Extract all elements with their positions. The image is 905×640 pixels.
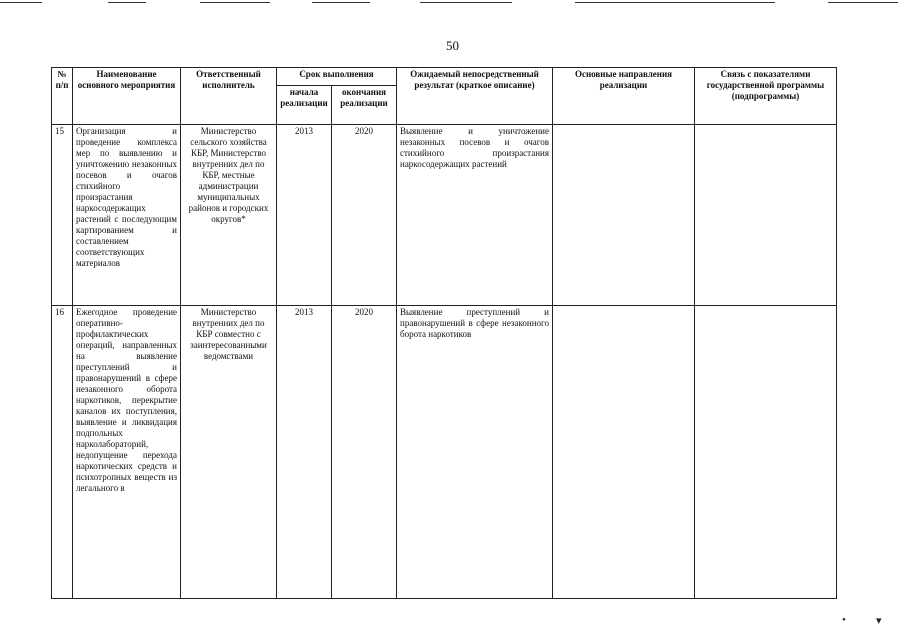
row-num: 16 (52, 306, 73, 599)
header-indicators: Связь с показателями государственной программы (подпрограммы) (695, 68, 837, 125)
header-period: Срок выполнения (277, 68, 397, 86)
header-directions: Основные направления реализации (553, 68, 695, 125)
row-directions (553, 306, 695, 599)
scan-mark (828, 2, 898, 3)
scan-mark (312, 2, 370, 3)
header-period-end: окончания реализации (332, 86, 397, 125)
row-start: 2013 (277, 125, 332, 306)
row-num: 15 (52, 125, 73, 306)
scan-mark (575, 2, 775, 3)
header-period-start: начала реализации (277, 86, 332, 125)
scan-mark (200, 2, 270, 3)
activities-table (51, 67, 837, 599)
row-result: Выявление преступлений и правонарушений в сфере незаконного борота наркотиков (397, 306, 553, 599)
row-name: Ежегодное проведение оперативно-профилактических операций, направленных на выявление преступлений и правонарушений в сфере незаконного оборота наркотиков, перекрытие каналов их поступления, выявление и ликвидация подпольных нарколабораторий, недопущение перехода наркотических средств и психотропных веществ из легального в (73, 306, 181, 599)
table-row (52, 125, 837, 306)
scan-dot: ▾ (876, 615, 882, 627)
row-start: 2013 (277, 306, 332, 599)
row-result: Выявление и уничтожение незаконных посевов и очагов стихийного произрастания наркосодержащих растений (397, 125, 553, 306)
table-row (52, 306, 837, 599)
header-num: № п/п (52, 68, 73, 125)
row-end: 2020 (332, 306, 397, 599)
scan-mark (420, 2, 512, 3)
row-indicators (695, 306, 837, 599)
page-number: 50 (446, 38, 459, 53)
scan-dot: • (842, 614, 846, 626)
row-executor: Министерство внутренних дел по КБР совместно с заинтересованными ведомствами (181, 306, 277, 599)
row-executor: Министерство сельского хозяйства КБР, Министерство внутренних дел по КБР, местные администрации муниципальных районов и городских округов* (181, 125, 277, 306)
row-end: 2020 (332, 125, 397, 306)
header-executor: Ответственный исполнитель (181, 68, 277, 125)
header-result: Ожидаемый непосредственный результат (краткое описание) (397, 68, 553, 125)
scan-mark (108, 2, 146, 3)
row-directions (553, 125, 695, 306)
header-row (52, 68, 837, 86)
row-name: Организация и проведение комплекса мер по выявлению и уничтожению незаконных посевов и очагов стихийного произрастания наркосодержащих растений с последующим картированием и составлением соответствующих материалов (73, 125, 181, 306)
row-indicators (695, 125, 837, 306)
scan-mark (0, 2, 42, 3)
header-name: Наименование основного мероприятия (73, 68, 181, 125)
